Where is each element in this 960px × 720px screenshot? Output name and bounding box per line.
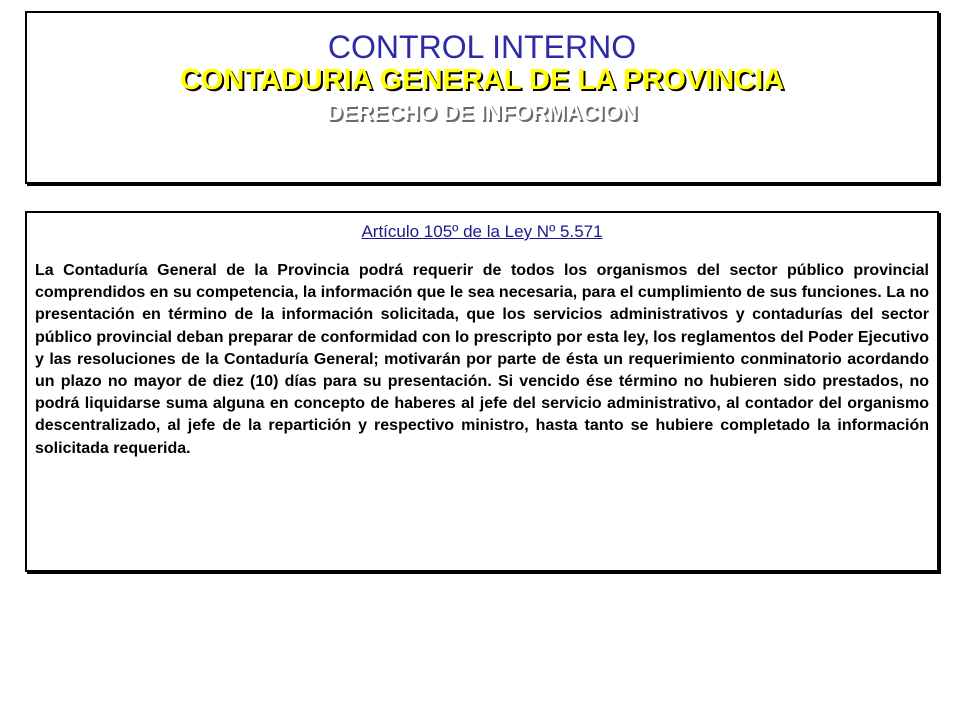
title-contaduria-general: CONTADURIA GENERAL DE LA PROVINCIA [179, 64, 785, 96]
article-heading: Artículo 105º de la Ley Nº 5.571 [361, 222, 603, 241]
title-box [25, 11, 939, 184]
title-derecho-informacion: DERECHO DE INFORMACION [326, 100, 638, 125]
article-box [25, 211, 939, 572]
title-control-interno: CONTROL INTERNO [327, 29, 637, 65]
article-body: La Contaduría General de la Provincia podrá requerir de todos los organismos del sector público provincial comprendidos en su competencia, la información que le sea necesaria, para el cumplimiento de sus funciones. La no presentación en término de la información solicitada, que los servicios administrativos y contadurías del sector público provincial deban preparar de conformidad con lo prescripto por esta ley, los reglamentos del Poder Ejecutivo y las resoluciones de la Contaduría General; motivarán por parte de ésta un requerimiento conminatorio acordando un plazo no mayor de diez (10) días para su presentación. Si vencido ése término no hubieren sido prestados, no podrá liquidarse suma alguna en concepto de haberes al jefe del servicio administrativo, al contador del organismo descentralizado, al jefe de la repartición y respectivo ministro, hasta tanto se hubiere completado la información solicitada requerida. [35, 262, 929, 457]
